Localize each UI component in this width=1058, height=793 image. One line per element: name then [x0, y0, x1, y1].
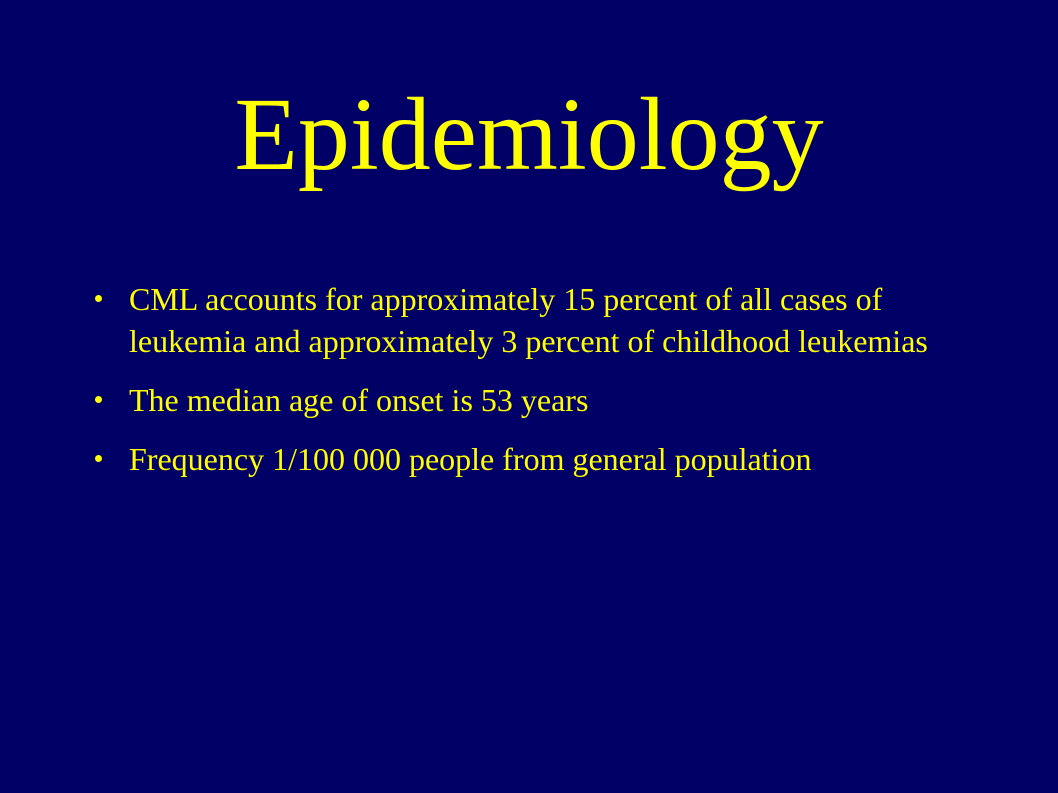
- bullet-item: [95, 379, 975, 421]
- bullet-text: The median age of onset is 53 years: [129, 382, 589, 418]
- bullet-list: [95, 278, 975, 497]
- bullet-dot-icon: [95, 396, 102, 403]
- bullet-item: [95, 438, 975, 480]
- bullet-text: CML accounts for approximately 15 percent of all cases of leukemia and approximately 3 percent of childhood leukemias: [129, 281, 928, 359]
- bullet-item: [95, 278, 975, 362]
- bullet-dot-icon: [95, 295, 102, 302]
- bullet-text: Frequency 1/100 000 people from general population: [129, 441, 812, 477]
- slide-title: Epidemiology: [234, 77, 824, 192]
- bullet-dot-icon: [95, 455, 102, 462]
